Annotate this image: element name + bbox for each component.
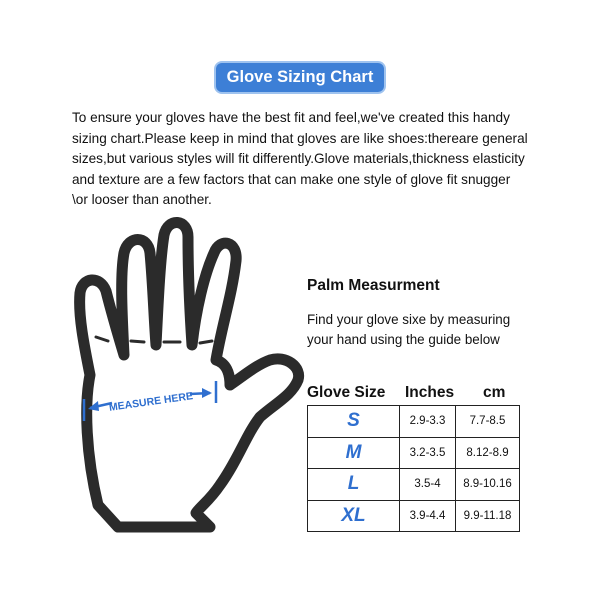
measure-here-label: MEASURE HERE xyxy=(108,390,194,414)
inches-header: Inches xyxy=(405,384,455,401)
size-table xyxy=(307,405,520,532)
inches-value: 3.5-4 xyxy=(400,469,456,501)
glove-size-header: Glove Size xyxy=(307,384,386,401)
inches-value: 3.2-3.5 xyxy=(400,437,456,469)
inches-value: 3.9-4.4 xyxy=(400,500,456,532)
palm-measurement-title: Palm Measurment xyxy=(307,277,440,294)
intro-line: \or looser than another. xyxy=(72,192,212,207)
cm-value: 7.7-8.5 xyxy=(456,406,520,438)
palm-desc-line: Find your glove sixe by measuring xyxy=(307,312,511,327)
size-label: XL xyxy=(308,500,400,532)
size-label: L xyxy=(308,469,400,501)
intro-line: To ensure your gloves have the best fit and feel,we've created this handy xyxy=(72,110,510,125)
intro-line: sizing chart.Please keep in mind that gloves are like shoes:thereare general xyxy=(72,130,528,146)
cm-value: 9.9-11.18 xyxy=(456,500,520,532)
table-row xyxy=(308,406,520,438)
palm-measurement-description xyxy=(307,310,510,349)
table-row xyxy=(308,469,520,501)
intro-line: and texture are a few factors that can make one style of glove fit snugger xyxy=(72,171,511,187)
hand-outline xyxy=(80,222,299,527)
table-row xyxy=(308,437,520,469)
cm-header: cm xyxy=(483,384,506,401)
cm-value: 8.9-10.16 xyxy=(456,469,520,501)
hand-illustration xyxy=(60,205,320,545)
palm-desc-line: your hand using the guide below xyxy=(307,331,500,347)
size-label: S xyxy=(308,406,400,438)
page-title: Glove Sizing Chart xyxy=(216,63,384,92)
size-label: M xyxy=(308,437,400,469)
intro-line: sizes,but various styles will fit differently.Glove materials,thickness elasticity xyxy=(72,151,525,166)
intro-paragraph xyxy=(72,108,542,211)
inches-value: 2.9-3.3 xyxy=(400,406,456,438)
table-row xyxy=(308,500,520,532)
cm-value: 8.12-8.9 xyxy=(456,437,520,469)
